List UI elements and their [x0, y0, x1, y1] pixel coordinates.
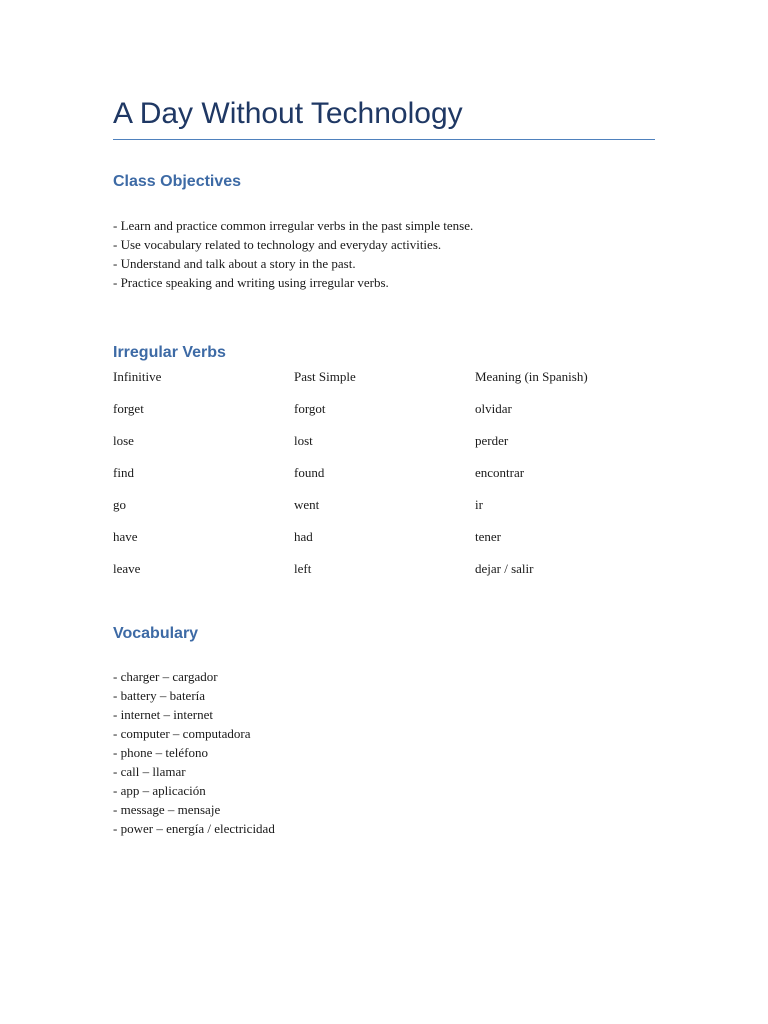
- meaning-cell: encontrar: [475, 465, 525, 480]
- table-row: [113, 559, 655, 591]
- past-simple-cell: went: [294, 497, 320, 512]
- vocabulary-item: - battery – batería: [113, 688, 206, 703]
- vocabulary-item: - power – energía / electricidad: [113, 821, 275, 836]
- infinitive-cell: lose: [113, 433, 134, 448]
- vocabulary-item: - internet – internet: [113, 707, 213, 722]
- column-header-past-simple: Past Simple: [294, 369, 356, 384]
- objectives-heading: Class Objectives: [113, 173, 242, 190]
- table-row: [113, 527, 655, 559]
- vocabulary-item: - charger – cargador: [113, 669, 218, 684]
- objectives-list: [113, 216, 473, 292]
- irregular-verbs-table: [113, 367, 655, 591]
- vocabulary-item: - call – llamar: [113, 764, 186, 779]
- meaning-cell: ir: [475, 497, 483, 512]
- vocabulary-item: - computer – computadora: [113, 726, 251, 741]
- past-simple-cell: left: [294, 561, 312, 576]
- meaning-cell: tener: [475, 529, 501, 544]
- column-header-meaning: Meaning (in Spanish): [475, 369, 588, 384]
- table-row: [113, 495, 655, 527]
- table-row: [113, 463, 655, 495]
- past-simple-cell: had: [294, 529, 313, 544]
- meaning-cell: olvidar: [475, 401, 512, 416]
- objective-item: - Understand and talk about a story in the past.: [113, 256, 356, 271]
- infinitive-cell: forget: [113, 401, 144, 416]
- column-header-infinitive: Infinitive: [113, 369, 162, 384]
- infinitive-cell: have: [113, 529, 138, 544]
- table-row: [113, 399, 655, 431]
- infinitive-cell: find: [113, 465, 134, 480]
- infinitive-cell: leave: [113, 561, 141, 576]
- vocabulary-item: - phone – teléfono: [113, 745, 208, 760]
- meaning-cell: dejar / salir: [475, 561, 534, 576]
- vocabulary-item: - app – aplicación: [113, 783, 206, 798]
- meaning-cell: perder: [475, 433, 509, 448]
- past-simple-cell: lost: [294, 433, 313, 448]
- objective-item: - Learn and practice common irregular verbs in the past simple tense.: [113, 218, 474, 233]
- verbs-heading: Irregular Verbs: [113, 344, 226, 361]
- past-simple-cell: found: [294, 465, 325, 480]
- title-underline: [113, 139, 655, 140]
- vocabulary-list: [113, 667, 275, 838]
- page-title: A Day Without Technology: [113, 97, 463, 130]
- past-simple-cell: forgot: [294, 401, 326, 416]
- table-row: [113, 431, 655, 463]
- objective-item: - Practice speaking and writing using irregular verbs.: [113, 275, 389, 290]
- table-header-row: [113, 367, 655, 399]
- infinitive-cell: go: [113, 497, 126, 512]
- vocabulary-item: - message – mensaje: [113, 802, 221, 817]
- objective-item: - Use vocabulary related to technology and everyday activities.: [113, 237, 442, 252]
- vocabulary-heading: Vocabulary: [113, 625, 199, 642]
